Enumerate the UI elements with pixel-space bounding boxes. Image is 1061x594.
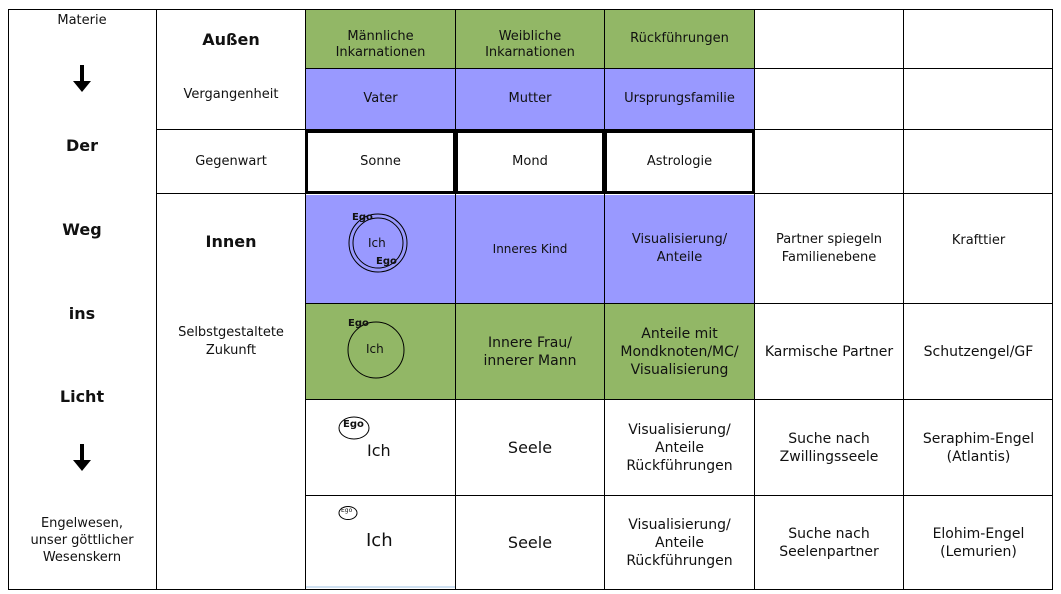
ich-label: Ich — [368, 236, 386, 250]
cell-zwillingsseele: Suche nach Zwillingsseele — [779, 430, 879, 465]
cell-weibliche-inkarnationen: Weibliche Inkarnationen — [485, 29, 575, 60]
weg-label: Weg — [62, 220, 102, 239]
licht-label: Licht — [59, 387, 105, 406]
engelwesen-label: Engelwesen, unser göttlicher Wesenskern — [30, 516, 134, 565]
ego-label: Ego — [348, 318, 369, 329]
arrow-down-icon — [70, 443, 94, 473]
ich-label: Ich — [367, 441, 391, 460]
arrow-down-icon — [70, 64, 94, 94]
cell-mutter: Mutter — [508, 91, 552, 106]
cell-seele: Seele — [507, 437, 553, 457]
cell-krafttier: Krafttier — [951, 233, 1006, 248]
der-label: Der — [65, 136, 99, 155]
cell-vater: Vater — [363, 91, 398, 106]
ego-label: Ego — [352, 212, 373, 223]
cell-partner-spiegeln: Partner spiegeln Familienebene — [775, 232, 883, 265]
cell-seele: Seele — [507, 532, 553, 552]
aussen-label: Außen — [202, 30, 260, 49]
cell-karmische-partner: Karmische Partner — [764, 343, 894, 360]
ego-label: Ego — [341, 507, 353, 514]
gegenwart-label: Gegenwart — [195, 153, 267, 169]
cell-rueckfuehrungen: Rückführungen — [630, 31, 729, 46]
ich-label: Ich — [366, 530, 393, 551]
cell-ursprungsfamilie: Ursprungsfamilie — [624, 91, 735, 106]
cell-innere-frau: Innere Frau/ innerer Mann — [483, 334, 577, 369]
ins-label: ins — [68, 304, 96, 323]
materie-label: Materie — [57, 13, 107, 28]
ego-label: Ego — [376, 256, 397, 267]
cell-visualisierung-anteile: Visualisierung/ Anteile — [631, 232, 728, 265]
cell-elohim-engel: Elohim-Engel (Lemurien) — [932, 525, 1025, 560]
cell-schutzengel: Schutzengel/GF — [923, 343, 1034, 360]
ich-label: Ich — [366, 342, 384, 356]
cell-astrologie: Astrologie — [646, 153, 713, 169]
cell-sonne: Sonne — [360, 153, 401, 169]
cell-maennliche-inkarnationen: Männliche Inkarnationen — [335, 29, 426, 60]
cell-visualisierung-rueckfuehrungen: Visualisierung/ Anteile Rückführungen — [626, 516, 733, 569]
innen-label: Innen — [205, 232, 257, 251]
cell-inneres-kind: Inneres Kind — [492, 242, 568, 256]
zukunft-label: Selbstgestaltete Zukunft — [178, 325, 284, 358]
vergangenheit-label: Vergangenheit — [183, 87, 279, 102]
cell-mond: Mond — [512, 153, 548, 169]
cell-visualisierung-rueckfuehrungen: Visualisierung/ Anteile Rückführungen — [626, 421, 733, 474]
ego-label: Ego — [343, 419, 364, 430]
cell-seraphim-engel: Seraphim-Engel (Atlantis) — [922, 430, 1035, 465]
cell-anteile-mondknoten: Anteile mit Mondknoten/MC/ Visualisierung — [620, 325, 739, 378]
cell-seelenpartner: Suche nach Seelenpartner — [779, 525, 879, 560]
